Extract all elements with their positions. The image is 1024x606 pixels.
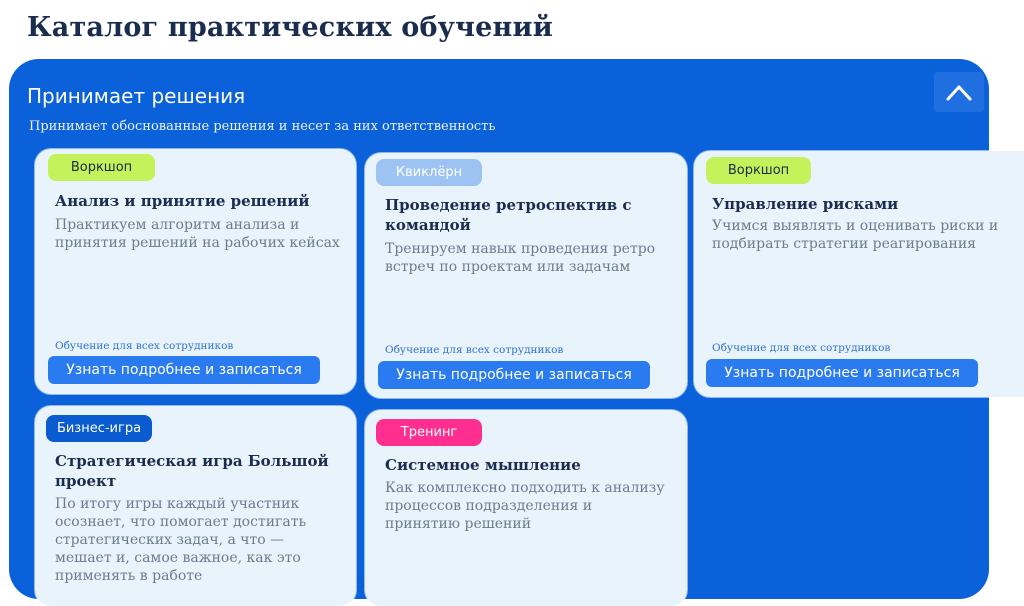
course-description: Практикуем алгоритм анализа и принятия решений на рабочих кейсах — [55, 217, 340, 251]
course-title: Стратегическая игра Большой проект — [55, 452, 329, 490]
learn-more-button[interactable]: Узнать подробнее и записаться — [706, 359, 978, 387]
course-description: Как комплексно подходить к анализу процессов подразделения и принятию решений — [385, 480, 665, 532]
format-badge: Воркшоп — [48, 154, 155, 181]
course-title: Анализ и принятие решений — [55, 192, 310, 210]
collapse-button[interactable] — [934, 72, 984, 112]
course-audience: Обучение для всех сотрудников — [55, 340, 234, 352]
course-card — [365, 410, 687, 606]
learn-more-button[interactable]: Узнать подробнее и записаться — [48, 356, 320, 384]
format-badge: Бизнес-игра — [46, 415, 152, 442]
format-badge: Воркшоп — [706, 157, 811, 184]
section-heading: Принимает решения — [27, 84, 246, 108]
learn-more-button[interactable]: Узнать подробнее и записаться — [378, 361, 650, 389]
chevron-up-icon — [945, 82, 973, 102]
format-badge: Тренинг — [376, 419, 482, 446]
course-description: По итогу игры каждый участник осознает, что помогает достигать стратегических задач, а что — мешает и, самое важное, как это применять в работе — [55, 496, 307, 584]
course-audience: Обучение для всех сотрудников — [385, 344, 564, 356]
section-subheading: Принимает обоснованные решения и несет за них ответственность — [29, 119, 496, 134]
course-description: Учимся выявлять и оценивать риски и подбирать стратегии реагирования — [712, 218, 999, 252]
course-title: Проведение ретроспектив с командой — [385, 196, 632, 234]
course-title: Системное мышление — [385, 456, 581, 474]
course-card — [365, 153, 687, 398]
course-audience: Обучение для всех сотрудников — [712, 342, 891, 354]
course-card — [694, 151, 1024, 397]
course-card — [35, 406, 356, 606]
page-title: Каталог практических обучений — [27, 12, 553, 43]
format-badge: Квиклёрн — [376, 159, 482, 186]
course-title: Управление рисками — [712, 195, 899, 213]
course-card — [35, 149, 356, 394]
course-description: Тренируем навык проведения ретро встреч по проектам или задачам — [385, 241, 656, 275]
